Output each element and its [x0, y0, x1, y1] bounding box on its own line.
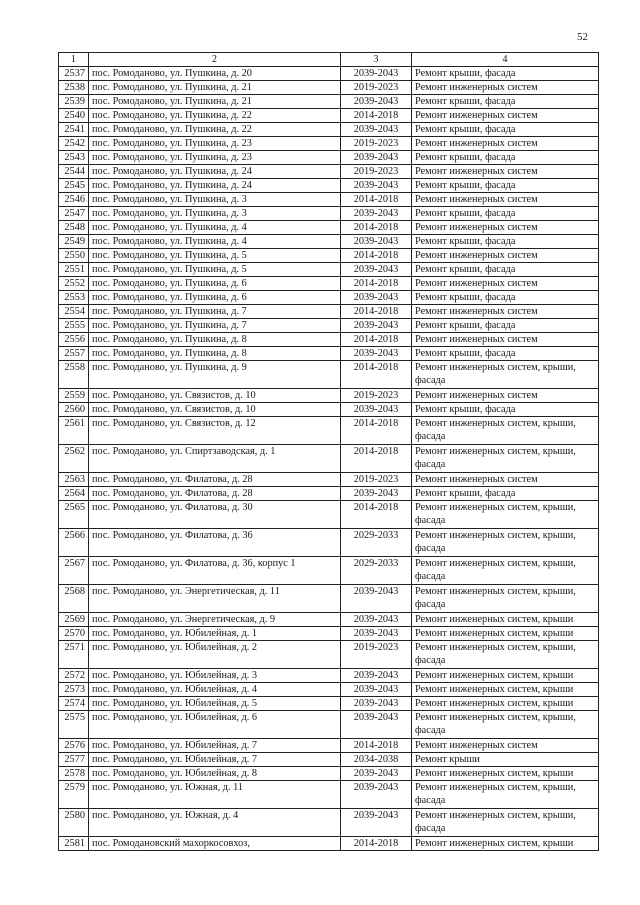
- row-number: 2547: [59, 207, 89, 221]
- table-row: [59, 809, 599, 837]
- row-period: 2014-2018: [341, 221, 412, 235]
- row-address: пос. Ромоданово, ул. Связистов, д. 10: [89, 403, 341, 417]
- row-address: пос. Ромоданово, ул. Связистов, д. 12: [89, 417, 341, 445]
- row-period: 2039-2043: [341, 67, 412, 81]
- table-header-row: [59, 53, 599, 67]
- table-row: [59, 837, 599, 851]
- row-period: 2014-2018: [341, 501, 412, 529]
- table-row: [59, 753, 599, 767]
- row-period: 2039-2043: [341, 711, 412, 739]
- row-address: пос. Ромоданово, ул. Пушкина, д. 5: [89, 263, 341, 277]
- row-work: Ремонт крыши, фасада: [412, 151, 599, 165]
- row-work: Ремонт инженерных систем: [412, 305, 599, 319]
- row-period: 2039-2043: [341, 767, 412, 781]
- row-work: Ремонт крыши, фасада: [412, 263, 599, 277]
- table-row: [59, 627, 599, 641]
- table-row: [59, 683, 599, 697]
- row-number: 2551: [59, 263, 89, 277]
- row-number: 2550: [59, 249, 89, 263]
- table-row: [59, 277, 599, 291]
- row-address: пос. Ромоданово, ул. Юбилейная, д. 5: [89, 697, 341, 711]
- row-address: пос. Ромоданово, ул. Юбилейная, д. 3: [89, 669, 341, 683]
- row-work: Ремонт инженерных систем, крыши, фасада: [412, 445, 599, 473]
- table-row: [59, 179, 599, 193]
- row-work: Ремонт инженерных систем, крыши, фасада: [412, 557, 599, 585]
- row-work: Ремонт инженерных систем, крыши, фасада: [412, 711, 599, 739]
- row-work: Ремонт инженерных систем, крыши: [412, 613, 599, 627]
- table-row: [59, 151, 599, 165]
- row-number: 2553: [59, 291, 89, 305]
- row-period: 2029-2033: [341, 529, 412, 557]
- table-row: [59, 137, 599, 151]
- table-row: [59, 585, 599, 613]
- page-number: 52: [577, 31, 588, 43]
- table-row: [59, 207, 599, 221]
- row-work: Ремонт инженерных систем, крыши: [412, 669, 599, 683]
- row-period: 2039-2043: [341, 613, 412, 627]
- row-address: пос. Ромоданово, ул. Пушкина, д. 7: [89, 305, 341, 319]
- row-work: Ремонт крыши, фасада: [412, 403, 599, 417]
- table-row: [59, 235, 599, 249]
- row-number: 2563: [59, 473, 89, 487]
- row-address: пос. Ромоданово, ул. Филатова, д. 36: [89, 529, 341, 557]
- row-period: 2014-2018: [341, 837, 412, 851]
- table-row: [59, 221, 599, 235]
- table-row: [59, 123, 599, 137]
- row-address: пос. Ромоданово, ул. Филатова, д. 28: [89, 473, 341, 487]
- row-address: пос. Ромоданово, ул. Пушкина, д. 6: [89, 277, 341, 291]
- row-period: 2039-2043: [341, 669, 412, 683]
- row-work: Ремонт инженерных систем: [412, 333, 599, 347]
- table-row: [59, 697, 599, 711]
- row-number: 2568: [59, 585, 89, 613]
- row-work: Ремонт инженерных систем: [412, 739, 599, 753]
- row-work: Ремонт крыши: [412, 753, 599, 767]
- row-address: пос. Ромоданово, ул. Пушкина, д. 3: [89, 193, 341, 207]
- row-period: 2039-2043: [341, 347, 412, 361]
- row-number: 2544: [59, 165, 89, 179]
- row-address: пос. Ромоданово, ул. Пушкина, д. 7: [89, 319, 341, 333]
- row-period: 2014-2018: [341, 109, 412, 123]
- row-address: пос. Ромоданово, ул. Пушкина, д. 24: [89, 179, 341, 193]
- table-row: [59, 95, 599, 109]
- row-address: пос. Ромоданово, ул. Пушкина, д. 24: [89, 165, 341, 179]
- row-period: 2014-2018: [341, 361, 412, 389]
- row-address: пос. Ромоданово, ул. Спиртзаводская, д. 1: [89, 445, 341, 473]
- table-row: [59, 347, 599, 361]
- table-row: [59, 361, 599, 389]
- row-number: 2561: [59, 417, 89, 445]
- table-row: [59, 669, 599, 683]
- row-number: 2555: [59, 319, 89, 333]
- row-work: Ремонт инженерных систем: [412, 249, 599, 263]
- row-number: 2543: [59, 151, 89, 165]
- row-address: пос. Ромоданово, ул. Юбилейная, д. 7: [89, 753, 341, 767]
- table-row: [59, 305, 599, 319]
- row-work: Ремонт крыши, фасада: [412, 291, 599, 305]
- row-number: 2537: [59, 67, 89, 81]
- row-period: 2039-2043: [341, 179, 412, 193]
- row-number: 2545: [59, 179, 89, 193]
- row-number: 2571: [59, 641, 89, 669]
- row-number: 2541: [59, 123, 89, 137]
- row-work: Ремонт инженерных систем: [412, 221, 599, 235]
- row-work: Ремонт инженерных систем: [412, 473, 599, 487]
- row-period: 2029-2033: [341, 557, 412, 585]
- table-row: [59, 417, 599, 445]
- row-number: 2579: [59, 781, 89, 809]
- row-work: Ремонт инженерных систем: [412, 137, 599, 151]
- row-number: 2560: [59, 403, 89, 417]
- row-number: 2559: [59, 389, 89, 403]
- row-address: пос. Ромоданово, ул. Филатова, д. 28: [89, 487, 341, 501]
- row-number: 2540: [59, 109, 89, 123]
- table-row: [59, 389, 599, 403]
- row-number: 2539: [59, 95, 89, 109]
- row-address: пос. Ромоданово, ул. Пушкина, д. 21: [89, 95, 341, 109]
- table-row: [59, 529, 599, 557]
- row-work: Ремонт инженерных систем, крыши: [412, 837, 599, 851]
- row-period: 2019-2023: [341, 641, 412, 669]
- header-col-2: 2: [89, 53, 341, 67]
- row-period: 2039-2043: [341, 809, 412, 837]
- table-row: [59, 67, 599, 81]
- table-row: [59, 319, 599, 333]
- row-address: пос. Ромоданово, ул. Пушкина, д. 20: [89, 67, 341, 81]
- header-col-3: 3: [341, 53, 412, 67]
- row-period: 2039-2043: [341, 263, 412, 277]
- row-work: Ремонт крыши, фасада: [412, 487, 599, 501]
- row-address: пос. Ромоданово, ул. Юбилейная, д. 2: [89, 641, 341, 669]
- row-period: 2014-2018: [341, 333, 412, 347]
- row-period: 2019-2023: [341, 165, 412, 179]
- row-address: пос. Ромоданово, ул. Пушкина, д. 8: [89, 347, 341, 361]
- row-number: 2554: [59, 305, 89, 319]
- row-address: пос. Ромодановский махоркосовхоз,: [89, 837, 341, 851]
- table-row: [59, 739, 599, 753]
- row-period: 2039-2043: [341, 95, 412, 109]
- row-work: Ремонт инженерных систем, крыши, фасада: [412, 641, 599, 669]
- table-row: [59, 711, 599, 739]
- row-address: пос. Ромоданово, ул. Пушкина, д. 8: [89, 333, 341, 347]
- table-body: [59, 53, 599, 851]
- row-number: 2566: [59, 529, 89, 557]
- row-period: 2039-2043: [341, 235, 412, 249]
- row-work: Ремонт крыши, фасада: [412, 95, 599, 109]
- row-period: 2014-2018: [341, 417, 412, 445]
- row-period: 2014-2018: [341, 193, 412, 207]
- row-number: 2570: [59, 627, 89, 641]
- row-period: 2039-2043: [341, 151, 412, 165]
- row-address: пос. Ромоданово, ул. Пушкина, д. 22: [89, 109, 341, 123]
- repair-schedule-table: [58, 52, 599, 851]
- row-address: пос. Ромоданово, ул. Юбилейная, д. 1: [89, 627, 341, 641]
- row-period: 2014-2018: [341, 277, 412, 291]
- row-period: 2039-2043: [341, 123, 412, 137]
- row-work: Ремонт крыши, фасада: [412, 123, 599, 137]
- row-address: пос. Ромоданово, ул. Филатова, д. 30: [89, 501, 341, 529]
- row-address: пос. Ромоданово, ул. Пушкина, д. 23: [89, 151, 341, 165]
- row-number: 2552: [59, 277, 89, 291]
- row-address: пос. Ромоданово, ул. Юбилейная, д. 8: [89, 767, 341, 781]
- row-number: 2565: [59, 501, 89, 529]
- table-row: [59, 641, 599, 669]
- row-period: 2039-2043: [341, 585, 412, 613]
- row-address: пос. Ромоданово, ул. Юбилейная, д. 4: [89, 683, 341, 697]
- row-number: 2577: [59, 753, 89, 767]
- row-number: 2546: [59, 193, 89, 207]
- row-period: 2039-2043: [341, 291, 412, 305]
- table-row: [59, 263, 599, 277]
- row-number: 2538: [59, 81, 89, 95]
- row-address: пос. Ромоданово, ул. Южная, д. 4: [89, 809, 341, 837]
- row-number: 2575: [59, 711, 89, 739]
- row-work: Ремонт инженерных систем: [412, 389, 599, 403]
- row-address: пос. Ромоданово, ул. Пушкина, д. 4: [89, 235, 341, 249]
- row-work: Ремонт крыши, фасада: [412, 235, 599, 249]
- row-work: Ремонт инженерных систем, крыши, фасада: [412, 809, 599, 837]
- row-number: 2557: [59, 347, 89, 361]
- header-col-4: 4: [412, 53, 599, 67]
- row-number: 2558: [59, 361, 89, 389]
- row-number: 2542: [59, 137, 89, 151]
- row-number: 2576: [59, 739, 89, 753]
- row-work: Ремонт инженерных систем, крыши, фасада: [412, 529, 599, 557]
- row-work: Ремонт инженерных систем, крыши, фасада: [412, 417, 599, 445]
- table-row: [59, 193, 599, 207]
- row-address: пос. Ромоданово, ул. Юбилейная, д. 6: [89, 711, 341, 739]
- row-address: пос. Ромоданово, ул. Пушкина, д. 5: [89, 249, 341, 263]
- row-work: Ремонт инженерных систем, крыши: [412, 697, 599, 711]
- table-row: [59, 333, 599, 347]
- table-row: [59, 109, 599, 123]
- table-row: [59, 557, 599, 585]
- row-work: Ремонт крыши, фасада: [412, 179, 599, 193]
- row-number: 2548: [59, 221, 89, 235]
- row-period: 2039-2043: [341, 207, 412, 221]
- table-row: [59, 473, 599, 487]
- row-address: пос. Ромоданово, ул. Связистов, д. 10: [89, 389, 341, 403]
- table-row: [59, 249, 599, 263]
- row-period: 2014-2018: [341, 445, 412, 473]
- row-period: 2019-2023: [341, 81, 412, 95]
- table-row: [59, 613, 599, 627]
- row-address: пос. Ромоданово, ул. Пушкина, д. 23: [89, 137, 341, 151]
- row-work: Ремонт инженерных систем: [412, 109, 599, 123]
- row-number: 2556: [59, 333, 89, 347]
- row-period: 2039-2043: [341, 697, 412, 711]
- row-number: 2573: [59, 683, 89, 697]
- row-work: Ремонт инженерных систем: [412, 193, 599, 207]
- row-address: пос. Ромоданово, ул. Энергетическая, д. 9: [89, 613, 341, 627]
- row-period: 2039-2043: [341, 319, 412, 333]
- row-number: 2549: [59, 235, 89, 249]
- row-number: 2562: [59, 445, 89, 473]
- row-number: 2569: [59, 613, 89, 627]
- row-address: пос. Ромоданово, ул. Филатова, д. 36, корпус 1: [89, 557, 341, 585]
- row-work: Ремонт инженерных систем, крыши, фасада: [412, 361, 599, 389]
- row-work: Ремонт крыши, фасада: [412, 319, 599, 333]
- row-period: 2039-2043: [341, 487, 412, 501]
- row-period: 2014-2018: [341, 739, 412, 753]
- row-work: Ремонт инженерных систем: [412, 277, 599, 291]
- row-period: 2039-2043: [341, 683, 412, 697]
- row-period: 2014-2018: [341, 305, 412, 319]
- row-number: 2567: [59, 557, 89, 585]
- row-work: Ремонт инженерных систем: [412, 81, 599, 95]
- table-row: [59, 501, 599, 529]
- table-row: [59, 403, 599, 417]
- row-number: 2581: [59, 837, 89, 851]
- row-number: 2578: [59, 767, 89, 781]
- header-col-1: 1: [59, 53, 89, 67]
- row-work: Ремонт инженерных систем, крыши, фасада: [412, 781, 599, 809]
- row-work: Ремонт крыши, фасада: [412, 67, 599, 81]
- row-period: 2014-2018: [341, 249, 412, 263]
- row-work: Ремонт крыши, фасада: [412, 207, 599, 221]
- row-address: пос. Ромоданово, ул. Пушкина, д. 4: [89, 221, 341, 235]
- table-row: [59, 781, 599, 809]
- row-address: пос. Ромоданово, ул. Энергетическая, д. 11: [89, 585, 341, 613]
- table-row: [59, 487, 599, 501]
- row-address: пос. Ромоданово, ул. Пушкина, д. 6: [89, 291, 341, 305]
- row-address: пос. Ромоданово, ул. Юбилейная, д. 7: [89, 739, 341, 753]
- row-address: пос. Ромоданово, ул. Пушкина, д. 3: [89, 207, 341, 221]
- row-work: Ремонт инженерных систем, крыши: [412, 627, 599, 641]
- row-number: 2574: [59, 697, 89, 711]
- row-address: пос. Ромоданово, ул. Пушкина, д. 21: [89, 81, 341, 95]
- table-row: [59, 445, 599, 473]
- row-work: Ремонт инженерных систем: [412, 165, 599, 179]
- row-address: пос. Ромоданово, ул. Пушкина, д. 22: [89, 123, 341, 137]
- table-row: [59, 165, 599, 179]
- table-row: [59, 81, 599, 95]
- row-period: 2019-2023: [341, 137, 412, 151]
- table-row: [59, 767, 599, 781]
- row-number: 2572: [59, 669, 89, 683]
- row-work: Ремонт инженерных систем, крыши: [412, 683, 599, 697]
- row-period: 2019-2023: [341, 389, 412, 403]
- row-address: пос. Ромоданово, ул. Южная, д. 11: [89, 781, 341, 809]
- row-period: 2039-2043: [341, 627, 412, 641]
- row-number: 2580: [59, 809, 89, 837]
- row-work: Ремонт инженерных систем, крыши: [412, 767, 599, 781]
- row-number: 2564: [59, 487, 89, 501]
- row-address: пос. Ромоданово, ул. Пушкина, д. 9: [89, 361, 341, 389]
- row-period: 2039-2043: [341, 403, 412, 417]
- table-row: [59, 291, 599, 305]
- row-period: 2039-2043: [341, 781, 412, 809]
- row-work: Ремонт крыши, фасада: [412, 347, 599, 361]
- row-period: 2019-2023: [341, 473, 412, 487]
- row-work: Ремонт инженерных систем, крыши, фасада: [412, 585, 599, 613]
- row-period: 2034-2038: [341, 753, 412, 767]
- row-work: Ремонт инженерных систем, крыши, фасада: [412, 501, 599, 529]
